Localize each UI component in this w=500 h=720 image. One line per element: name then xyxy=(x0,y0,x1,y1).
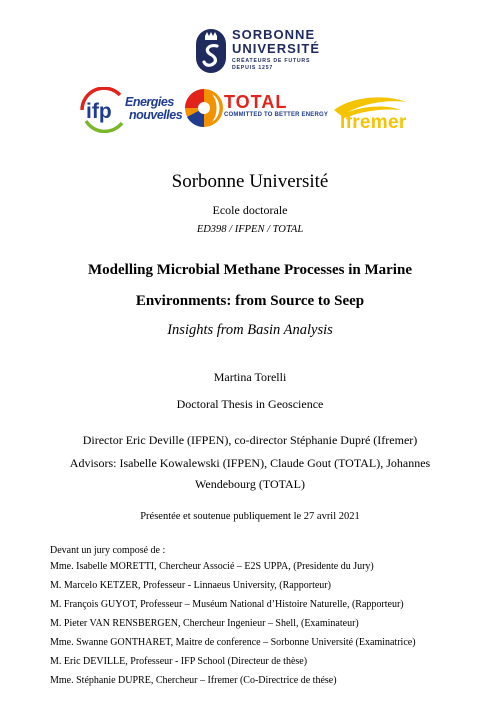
jury-member: M. Marcelo KETZER, Professeur - Linnaeus University, (Rapporteur) xyxy=(50,580,331,591)
sorbonne-tagline-line2: DEPUIS 1257 xyxy=(232,65,274,71)
thesis-title-line1: Modelling Microbial Methane Processes in Marine xyxy=(88,262,412,278)
thesis-directors: Director Eric Deville (IFPEN), co-director Stéphanie Dupré (Ifremer) xyxy=(82,433,418,447)
sorbonne-tagline-line1: CRÉATEURS DE FUTURS xyxy=(232,58,311,64)
defense-date: Présentée et soutenue publiquement le 27 avril 2021 xyxy=(140,511,360,522)
jury-member: M. François GUYOT, Professeur – Muséum National d’Histoire Naturelle, (Rapporteur) xyxy=(50,599,404,610)
thesis-advisors-line2: Wendebourg (TOTAL) xyxy=(195,477,305,491)
author-name: Martina Torelli xyxy=(213,370,287,384)
jury-member: Mme. Isabelle MORETTI, Chercheur Associé – E2S UPPA, (Presidente du Jury) xyxy=(50,561,374,572)
total-name: TOTAL xyxy=(224,92,288,112)
jury-member: M. Eric DEVILLE, Professeur - IFP School (Directeur de thèse) xyxy=(50,656,308,667)
thesis-title-line2: Environments: from Source to Seep xyxy=(135,293,365,309)
jury-intro: Devant un jury composé de : xyxy=(50,545,166,556)
thesis-advisors-line1: Advisors: Isabelle Kowalewski (IFPEN), Claude Gout (TOTAL), Johannes xyxy=(69,456,431,470)
ifp-name-line2: nouvelles xyxy=(129,108,183,122)
sorbonne-name-line1: SORBONNE xyxy=(232,27,316,42)
thesis-type: Doctoral Thesis in Geoscience xyxy=(176,397,324,411)
total-tagline: COMMITTED TO BETTER ENERGY xyxy=(224,112,329,118)
thesis-subtitle: Insights from Basin Analysis xyxy=(167,322,333,338)
ifp-wordmark xyxy=(125,96,182,122)
jury-member: M. Pieter VAN RENSBERGEN, Chercheur Ingenieur – Shell, (Examinateur) xyxy=(50,618,359,629)
university-name: Sorbonne Université xyxy=(171,171,329,192)
total-wordmark xyxy=(224,93,328,120)
jury-member: Mme. Swanne GONTHARET, Maitre de conference – Sorbonne Université (Examinatrice) xyxy=(50,637,416,648)
total-logo xyxy=(182,86,226,130)
doctoral-school-code: ED398 / IFPEN / TOTAL xyxy=(196,224,304,235)
ifp-mark: ifp xyxy=(86,100,112,123)
jury-member: Mme. Stéphanie DUPRE, Chercheur – Ifremer (Co-Directrice de thése) xyxy=(50,675,337,686)
sorbonne-wordmark xyxy=(232,28,320,72)
sorbonne-name-line2: UNIVERSITÉ xyxy=(232,41,321,56)
ifp-name-line1: Energies xyxy=(125,95,174,109)
ifremer-name: Ifremer xyxy=(340,112,407,133)
doctoral-school: Ecole doctorale xyxy=(212,203,288,217)
